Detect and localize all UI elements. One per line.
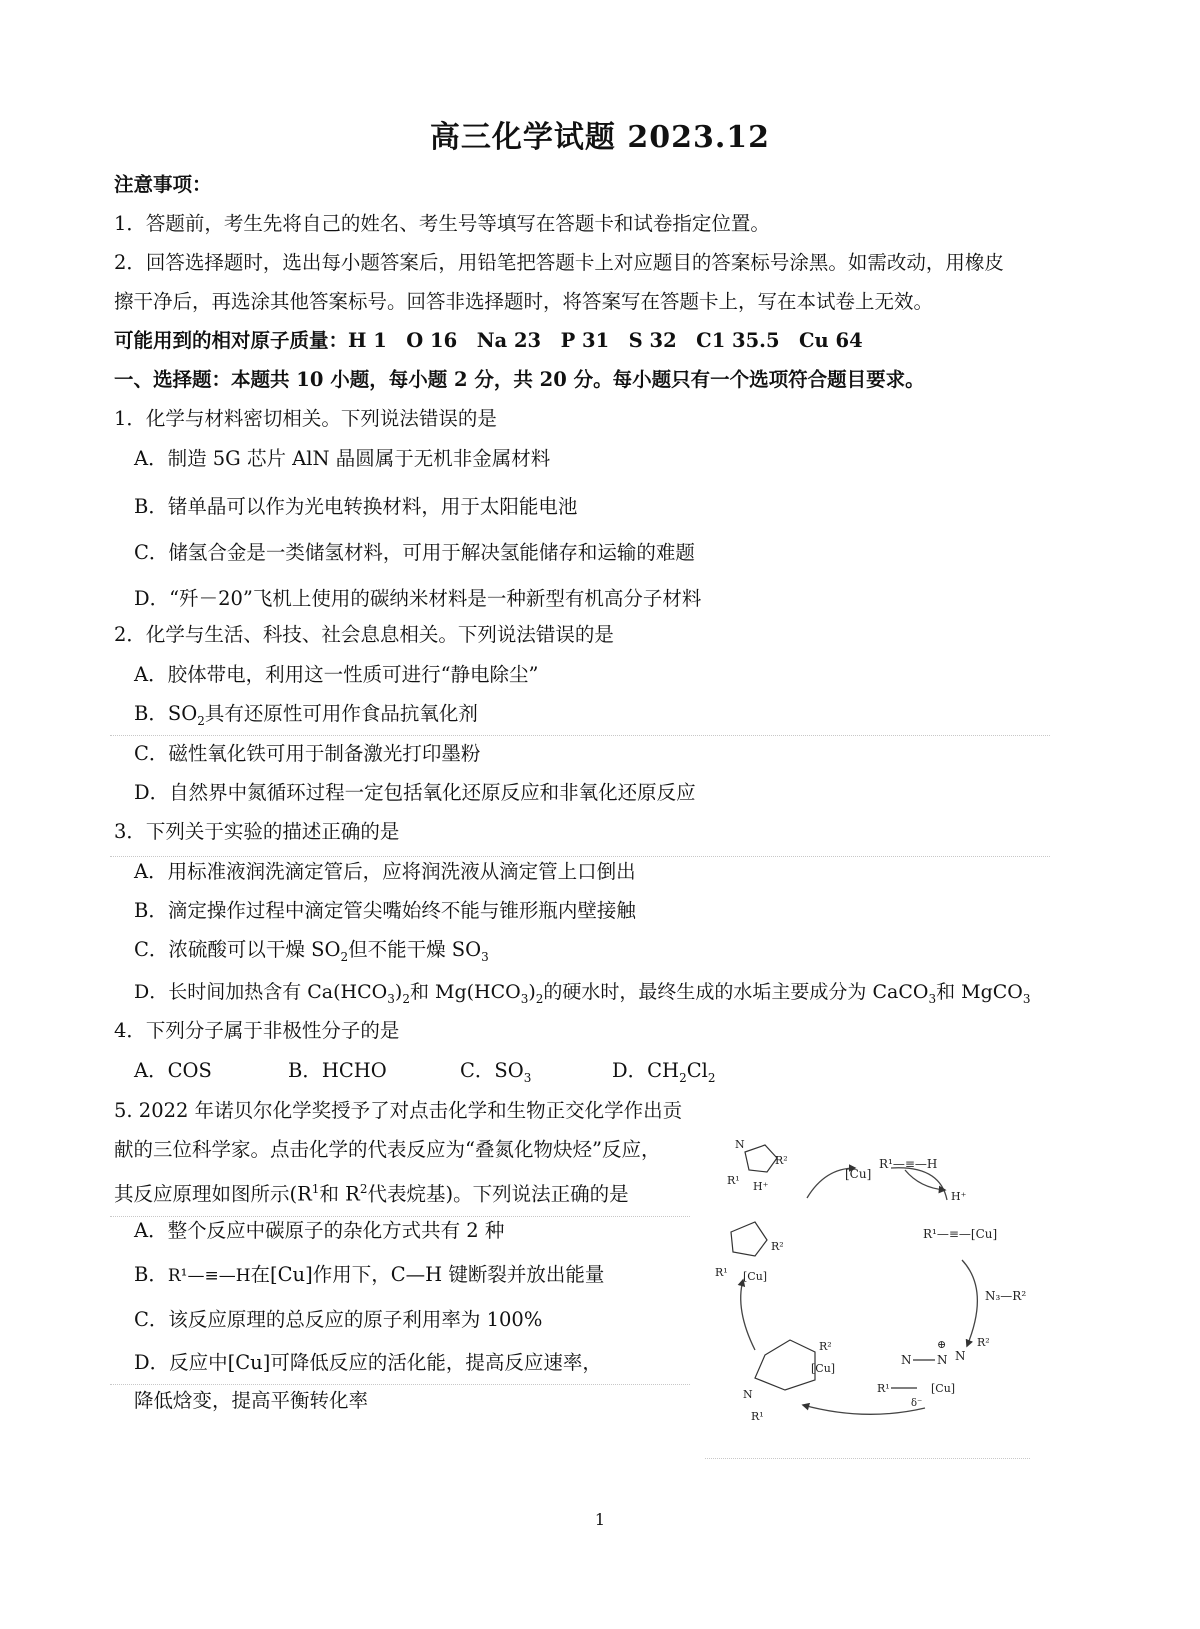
azide-label: N₃—R² [985,1289,1027,1303]
question-5-stem-2: 献的三位科学家。点击化学的代表反应为“叠氮化物炔烃”反应， [114,1138,661,1161]
copper-acetylide-label: R¹—≡—[Cu] [923,1227,998,1241]
triazole-product [745,1145,777,1172]
triazolide-r1-label: R¹ [715,1266,728,1279]
complex-n-plus-label: N [937,1353,948,1367]
question-2-option-c: C．磁性氧化铁可用于制备激光打印墨粉 [134,742,481,765]
section-heading: 一、选择题：本题共 10 小题，每小题 2 分，共 20 分。每小题只有一个选项符合题目要求。 [114,368,925,391]
page-number: 1 [594,1510,606,1529]
cu-catalyst-label: [Cu] [845,1167,872,1181]
metallacycle-cu-label: [Cu] [811,1362,836,1375]
arrow-deprotonation [891,1168,947,1200]
question-5-option-b: B．R¹—≡—H在[Cu]作用下，C—H 键断裂并放出能量 [134,1263,605,1286]
notice-item-2-cont: 擦干净后，再选涂其他答案标号。回答非选择题时，将答案写在答题卡上，写在本试卷上无效。 [114,290,934,313]
divider [110,1384,690,1385]
question-2-stem: 2．化学与生活、科技、社会息息相关。下列说法错误的是 [114,623,614,646]
metallacycle-r1-label: R¹ [751,1410,764,1423]
arrow-ring-closure [803,1405,925,1414]
complex-r2-label: R² [977,1336,990,1349]
question-1-option-d: D．“歼－20”飞机上使用的碳纳米材料是一种新型有机高分子材料 [134,587,702,610]
triazolide-r2-label: R² [771,1240,784,1253]
question-3-option-b: B．滴定操作过程中滴定管尖嘴始终不能与锥形瓶内壁接触 [134,899,636,922]
question-4-option-c: C．$SO_3$ [460,1059,532,1085]
question-5-option-c: C．该反应原理的总反应的原子利用率为 100% [134,1308,543,1331]
complex-plus-charge: ⊕ [937,1338,947,1351]
question-2-option-a: A．胶体带电，利用这一性质可进行“静电除尘” [134,663,539,686]
complex-r1-label: R¹ [877,1382,890,1395]
arrow-azide-addition [962,1260,977,1346]
question-2-option-b: B．$SO_2$具有还原性可用作食品抗氧化剂 [134,702,478,728]
cycle-arrows [741,1168,978,1415]
arrow-protonation [741,1280,755,1350]
h-plus-label-right: H⁺ [951,1190,967,1203]
question-5-option-a: A．整个反应中碳原子的杂化方式共有 2 种 [134,1219,505,1242]
question-4-option-b: B．HCHO [288,1059,387,1082]
metallacycle-r2-label: R² [819,1340,832,1353]
delta-minus-label: δ⁻ [911,1398,923,1409]
atomic-masses: 可能用到的相对原子质量：H 1 O 16 Na 23 P 31 S 32 C1 35.5 Cu 64 [114,329,863,352]
complex-cu-label: [Cu] [931,1382,956,1395]
notice-item-2: 2．回答选择题时，选出每小题答案后，用铅笔把答题卡上对应题目的答案标号涂黑。如需改动，用橡皮 [114,251,1004,274]
question-4-option-a: A．COS [134,1059,212,1082]
question-2-option-d: D．自然界中氮循环过程一定包括氧化还原反应和非氧化还原反应 [134,781,696,804]
page-title: 高三化学试题 2023.12 [429,120,771,155]
divider [110,856,1050,857]
question-3-stem: 3．下列关于实验的描述正确的是 [114,820,400,843]
question-5-stem-3: 其反应原理如图所示($R^1$和 $R^2$代表烷基)。下列说法正确的是 [114,1182,629,1206]
question-1-option-a: A．制造 5G 芯片 AlN 晶圆属于无机非金属材料 [134,447,551,470]
question-5-stem-1: 5. 2022 年诺贝尔化学奖授予了对点击化学和生物正交化学作出贡 [114,1099,683,1122]
question-3-option-d: D．长时间加热含有 $Ca(HCO_3)_2$和 $Mg(HCO_3)_2$的硬水时，最终生成的水垢主要成分为 CaCO$_3$和 MgCO$_3$ [134,981,1031,1006]
question-1-option-b: B．锗单晶可以作为光电转换材料，用于太阳能电池 [134,495,578,518]
metallacycle [755,1340,815,1390]
triazole-r2-label: R² [775,1154,788,1167]
question-5-option-d-2: 降低焓变，提高平衡转化率 [134,1389,369,1412]
divider [110,1216,690,1217]
triazole-n-label: N [735,1140,745,1151]
divider [110,735,1050,736]
question-5-option-d-1: D．反应中[Cu]可降低反应的活化能，提高反应速率， [134,1351,602,1374]
question-4-option-d: D．$CH_2Cl_2$ [612,1059,716,1085]
complex-n-label: N [901,1353,912,1367]
question-3-option-a: A．用标准液润洗滴定管后，应将润洗液从滴定管上口倒出 [134,860,636,883]
question-4-stem: 4．下列分子属于非极性分子的是 [114,1019,400,1042]
metallacycle-n-label: N [743,1388,753,1401]
complex-n-minus-label: N [955,1349,966,1363]
question-1-option-c: C．储氢合金是一类储氢材料，可用于解决氢能储存和运输的难题 [134,541,695,564]
triazolide-cu-label: [Cu] [743,1270,768,1283]
notice-item-1: 1．答题前，考生先将自己的姓名、考生号等填写在答题卡和试卷指定位置。 [114,212,770,235]
copper-triazolide [731,1222,767,1256]
question-1-stem: 1．化学与材料密切相关。下列说法错误的是 [114,407,497,430]
notice-heading: 注意事项： [114,173,212,196]
h-plus-label-left: H⁺ [753,1180,769,1193]
alkyne-label: R¹—≡—H [879,1157,938,1171]
click-chemistry-mechanism-diagram [715,1140,1075,1460]
triazole-r1-label: R¹ [727,1174,740,1187]
question-3-option-c: C．浓硫酸可以干燥 $SO_2$但不能干燥 $SO_3$ [134,938,489,964]
